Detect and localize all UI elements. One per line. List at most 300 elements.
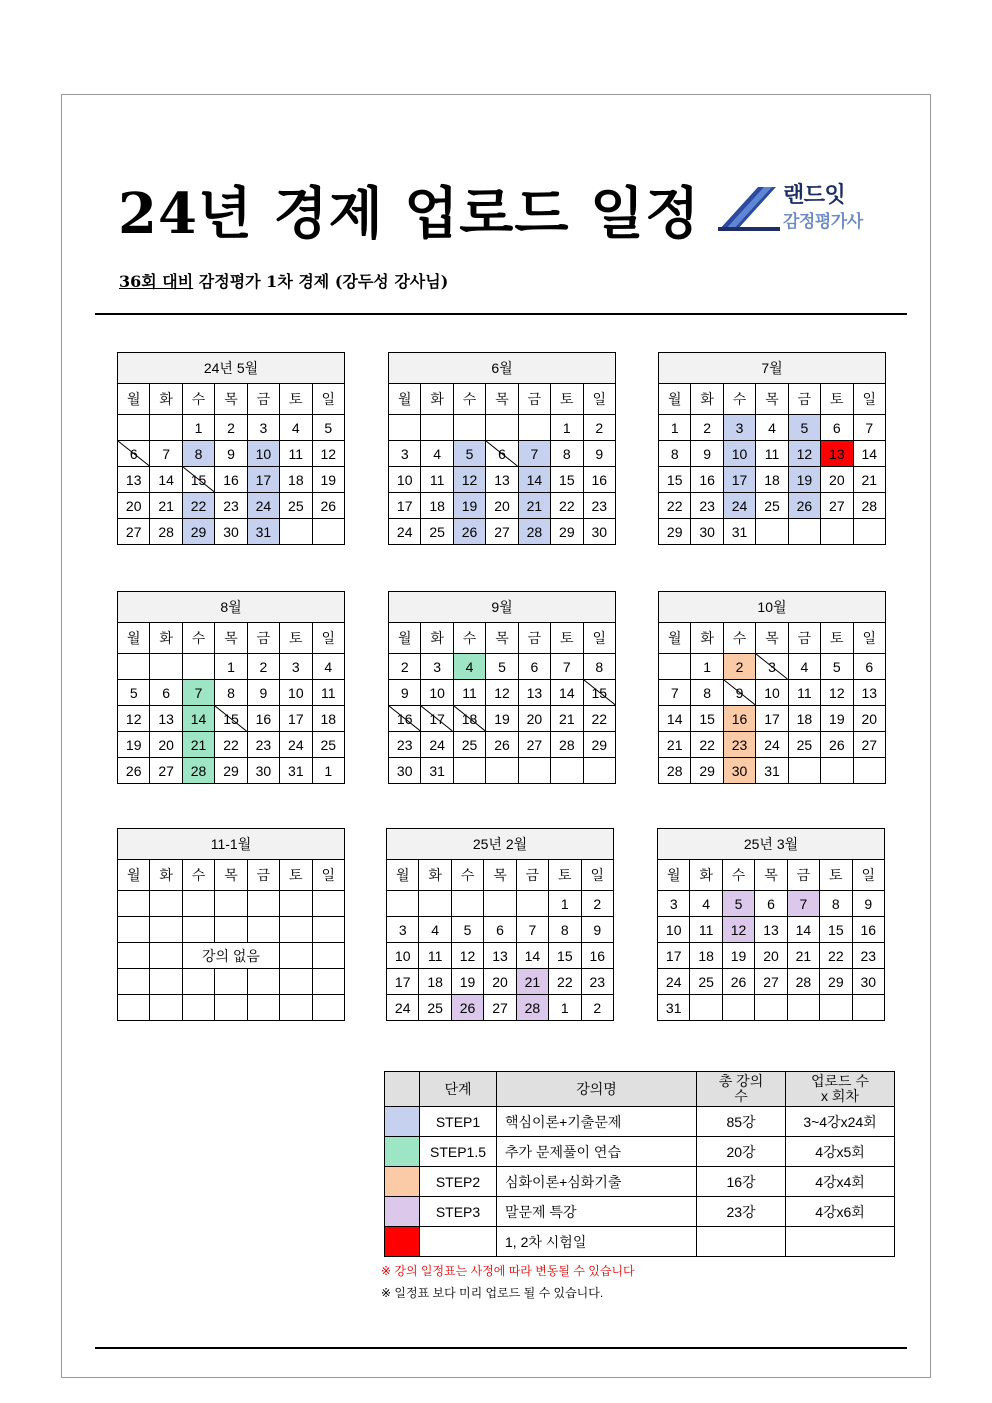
weekday-label: 화 (150, 623, 182, 654)
day-cell (581, 969, 613, 995)
day-number: 31 (429, 762, 445, 779)
day-cell (150, 680, 182, 706)
day-number: 11 (320, 684, 336, 701)
weekday-label: 수 (453, 384, 485, 415)
day-cell (182, 680, 214, 706)
day-number: 22 (591, 710, 608, 727)
legend-step: STEP1 (420, 1107, 497, 1137)
day-number: 7 (162, 445, 171, 462)
day-number: 4 (768, 419, 776, 436)
day-cell (723, 680, 755, 706)
day-cell (581, 917, 613, 943)
day-cell (518, 732, 550, 758)
day-number: 3 (669, 895, 678, 912)
day-number: 16 (589, 947, 606, 964)
day-cell (516, 891, 548, 917)
day-cell (583, 732, 615, 758)
calendar-month (388, 591, 616, 784)
day-number: 8 (560, 921, 569, 938)
day-cell (118, 493, 150, 519)
day-cell (421, 415, 453, 441)
day-cell (118, 680, 150, 706)
day-cell (484, 917, 516, 943)
weekday-label: 금 (518, 623, 550, 654)
weekday-label: 토 (280, 623, 312, 654)
legend-color-swatch (385, 1137, 420, 1167)
day-cell (118, 758, 150, 784)
day-cell (583, 519, 615, 545)
day-number: 12 (461, 471, 478, 488)
day-cell (280, 917, 312, 943)
weekday-row (659, 384, 886, 415)
calendar-month (386, 828, 614, 1021)
day-cell (247, 415, 279, 441)
day-number: 26 (796, 497, 813, 514)
day-cell (215, 493, 247, 519)
day-number: 15 (223, 710, 239, 727)
day-number: 14 (795, 921, 812, 938)
day-number: 19 (125, 736, 142, 753)
day-number: 6 (129, 445, 138, 462)
day-cell (486, 415, 518, 441)
day-cell (820, 891, 852, 917)
week-row (118, 415, 345, 441)
day-cell (691, 758, 723, 784)
day-cell (215, 519, 247, 545)
day-cell (280, 969, 312, 995)
day-number: 1 (562, 419, 571, 436)
day-cell (852, 943, 884, 969)
day-number: 6 (865, 658, 874, 675)
day-cell (658, 995, 690, 1021)
weekday-label: 금 (788, 384, 820, 415)
day-cell (756, 706, 788, 732)
day-cell (658, 891, 690, 917)
calendar-title-row (658, 829, 885, 860)
day-number: 13 (526, 684, 543, 701)
note-early-upload: ※ 일정표 보다 미리 업로드 될 수 있습니다. (381, 1286, 604, 1300)
day-number: 23 (223, 497, 239, 514)
day-cell (451, 891, 483, 917)
weekday-label: 수 (453, 623, 485, 654)
day-number: 5 (498, 658, 506, 675)
day-cell (788, 467, 820, 493)
day-cell (549, 917, 581, 943)
day-cell (118, 943, 150, 969)
day-cell (150, 519, 182, 545)
day-number: 7 (562, 658, 571, 675)
no-lectures-label: 강의 없음 (182, 943, 279, 969)
week-row (659, 415, 886, 441)
day-cell (821, 706, 853, 732)
day-number: 22 (699, 736, 715, 753)
day-cell (389, 519, 421, 545)
day-number: 25 (429, 523, 445, 540)
weekday-label: 일 (852, 860, 884, 891)
weekday-label: 일 (853, 384, 885, 415)
weekday-label: 월 (118, 623, 150, 654)
legend-row (385, 1137, 895, 1167)
day-number: 14 (559, 684, 575, 701)
weekday-label: 수 (723, 384, 755, 415)
day-number: 17 (665, 947, 682, 964)
day-number: 15 (699, 710, 715, 727)
day-cell (182, 891, 214, 917)
day-cell (659, 706, 691, 732)
day-number: 5 (832, 658, 841, 675)
day-number: 27 (526, 736, 543, 753)
weekday-label: 월 (659, 623, 691, 654)
day-cell (821, 467, 853, 493)
day-cell (150, 415, 182, 441)
day-number: 28 (524, 999, 541, 1016)
day-number: 13 (158, 710, 174, 727)
day-number: 7 (865, 419, 874, 436)
day-cell (788, 732, 820, 758)
day-number: 24 (764, 736, 780, 753)
day-cell (551, 519, 583, 545)
day-cell (182, 493, 214, 519)
day-number: 24 (255, 497, 272, 514)
week-row (118, 441, 345, 467)
day-number: 30 (731, 762, 748, 779)
day-cell (691, 654, 723, 680)
day-cell (787, 917, 819, 943)
week-row (659, 654, 886, 680)
day-cell (658, 943, 690, 969)
day-cell (722, 943, 754, 969)
day-cell (691, 493, 723, 519)
day-cell (280, 891, 312, 917)
day-number: 21 (158, 497, 174, 514)
day-cell (551, 467, 583, 493)
day-cell (821, 415, 853, 441)
week-row (389, 519, 616, 545)
day-number: 4 (800, 658, 809, 675)
day-cell (691, 706, 723, 732)
legend-color-swatch (385, 1167, 420, 1197)
day-cell (821, 654, 853, 680)
day-number: 4 (324, 658, 333, 675)
day-number: 31 (665, 999, 682, 1016)
day-cell (182, 467, 214, 493)
day-number: 7 (194, 684, 203, 701)
day-number: 22 (828, 947, 844, 964)
day-number: 21 (526, 497, 543, 514)
week-row (118, 891, 345, 917)
week-row (118, 917, 345, 943)
weekday-label: 일 (583, 384, 615, 415)
weekday-label: 일 (312, 384, 344, 415)
day-number: 15 (591, 684, 608, 701)
day-number: 10 (394, 947, 411, 964)
day-number: 4 (702, 895, 711, 912)
weekday-label: 토 (821, 623, 853, 654)
day-number: 9 (593, 921, 602, 938)
day-number: 3 (398, 921, 407, 938)
day-cell (389, 415, 421, 441)
day-cell (453, 415, 485, 441)
day-number: 5 (800, 419, 809, 436)
day-cell (853, 680, 885, 706)
day-cell (280, 467, 312, 493)
day-number: 20 (526, 710, 543, 727)
day-cell (723, 493, 755, 519)
day-cell (486, 654, 518, 680)
day-cell (486, 706, 518, 732)
day-number: 26 (730, 973, 747, 990)
day-cell (312, 415, 344, 441)
legend-header-row (385, 1072, 895, 1107)
day-cell (280, 680, 312, 706)
week-row (658, 995, 885, 1021)
day-number: 28 (795, 973, 812, 990)
week-row (118, 519, 345, 545)
day-cell (658, 969, 690, 995)
day-cell (118, 995, 150, 1021)
week-row (389, 654, 616, 680)
weekday-label: 월 (658, 860, 690, 891)
day-number: 1 (560, 895, 569, 912)
legend-row (385, 1107, 895, 1137)
calendar-month-title: 6월 (389, 353, 616, 384)
day-cell (583, 441, 615, 467)
day-number: 12 (125, 710, 142, 727)
week-row (659, 732, 886, 758)
day-number: 3 (259, 419, 268, 436)
day-number: 6 (498, 445, 506, 462)
day-cell (549, 969, 581, 995)
day-number: 30 (396, 762, 413, 779)
day-cell (787, 891, 819, 917)
day-cell (421, 654, 453, 680)
day-cell (312, 995, 344, 1021)
legend-header-upload-line2: x 회차 (821, 1088, 859, 1104)
calendar-month (658, 591, 886, 784)
day-number: 16 (396, 710, 413, 727)
day-cell (821, 519, 853, 545)
day-number: 22 (190, 497, 207, 514)
day-cell (150, 441, 182, 467)
day-cell (821, 758, 853, 784)
day-cell (389, 493, 421, 519)
day-cell (215, 467, 247, 493)
day-number: 15 (828, 921, 844, 938)
day-cell (247, 706, 279, 732)
day-cell (516, 917, 548, 943)
day-cell (150, 758, 182, 784)
week-row (389, 706, 616, 732)
day-number: 18 (461, 710, 478, 727)
day-cell (690, 943, 722, 969)
day-cell (389, 706, 421, 732)
day-cell (659, 467, 691, 493)
weekday-label: 일 (583, 623, 615, 654)
day-number: 19 (829, 710, 845, 727)
day-cell (421, 680, 453, 706)
day-cell (215, 654, 247, 680)
day-number: 18 (427, 973, 443, 990)
day-cell (853, 706, 885, 732)
calendar-month-title: 8월 (118, 592, 345, 623)
legend-lecture-name: 1, 2차 시험일 (497, 1227, 697, 1257)
day-number: 21 (559, 710, 575, 727)
day-number: 21 (861, 471, 878, 488)
day-cell (280, 706, 312, 732)
week-row (658, 891, 885, 917)
weekday-row (389, 384, 616, 415)
week-row (659, 493, 886, 519)
weekday-label: 수 (722, 860, 754, 891)
day-number: 19 (796, 471, 813, 488)
day-number: 20 (158, 736, 174, 753)
day-cell (182, 758, 214, 784)
day-number: 7 (528, 921, 537, 938)
day-cell (853, 493, 885, 519)
day-number: 24 (396, 523, 413, 540)
weekday-label: 토 (821, 384, 853, 415)
day-cell (451, 917, 483, 943)
weekday-label: 화 (690, 860, 722, 891)
day-cell (280, 441, 312, 467)
day-cell (312, 654, 344, 680)
day-cell (312, 493, 344, 519)
day-cell (788, 441, 820, 467)
day-cell (549, 995, 581, 1021)
day-cell (852, 995, 884, 1021)
weekday-label: 일 (312, 623, 344, 654)
legend-header-swatch (385, 1072, 420, 1107)
legend-color-swatch (385, 1197, 420, 1227)
calendar-month-title: 10월 (659, 592, 886, 623)
day-number: 26 (494, 736, 510, 753)
day-number: 13 (861, 684, 878, 701)
day-cell (118, 917, 150, 943)
legend-step: STEP3 (420, 1197, 497, 1227)
day-number: 18 (796, 710, 813, 727)
day-cell (280, 654, 312, 680)
day-cell (581, 995, 613, 1021)
day-cell (518, 441, 550, 467)
footer-divider (95, 1347, 907, 1349)
day-number: 24 (429, 736, 445, 753)
day-cell (150, 995, 182, 1021)
day-cell (419, 995, 451, 1021)
legend-upload-plan: 4강x4회 (786, 1167, 895, 1197)
day-cell (247, 654, 279, 680)
day-number: 9 (735, 684, 744, 701)
day-number: 30 (860, 973, 877, 990)
day-cell (486, 732, 518, 758)
day-cell (756, 732, 788, 758)
day-cell (516, 969, 548, 995)
day-cell (756, 758, 788, 784)
day-cell (723, 732, 755, 758)
day-number: 22 (557, 973, 573, 990)
day-number: 2 (593, 895, 602, 912)
day-cell (690, 917, 722, 943)
day-cell (118, 654, 150, 680)
day-number: 31 (731, 523, 748, 540)
weekday-label: 목 (756, 384, 788, 415)
day-cell (451, 969, 483, 995)
week-row (118, 995, 345, 1021)
day-cell (755, 943, 787, 969)
day-number: 1 (227, 658, 235, 675)
day-cell (182, 706, 214, 732)
week-row (389, 441, 616, 467)
day-cell (215, 441, 247, 467)
day-number: 13 (829, 445, 845, 462)
day-cell (723, 415, 755, 441)
weekday-label: 화 (150, 860, 182, 891)
day-cell (484, 943, 516, 969)
day-cell (756, 467, 788, 493)
day-number: 11 (429, 471, 445, 488)
week-row (118, 680, 345, 706)
legend-header-step: 단계 (420, 1072, 497, 1107)
day-cell (551, 706, 583, 732)
weekday-label: 목 (756, 623, 788, 654)
weekday-label: 수 (723, 623, 755, 654)
day-number: 23 (699, 497, 715, 514)
day-cell (549, 891, 581, 917)
day-cell (453, 441, 485, 467)
day-cell (518, 654, 550, 680)
calendar-title-row (659, 592, 886, 623)
weekday-label: 금 (787, 860, 819, 891)
day-cell (215, 917, 247, 943)
calendar-title-row (118, 592, 345, 623)
day-cell (118, 732, 150, 758)
day-cell (215, 415, 247, 441)
day-cell (853, 519, 885, 545)
day-cell (756, 441, 788, 467)
day-cell (150, 969, 182, 995)
day-cell (551, 441, 583, 467)
weekday-label: 화 (691, 384, 723, 415)
day-number: 10 (665, 921, 682, 938)
day-number: 8 (227, 684, 235, 701)
day-cell (755, 917, 787, 943)
day-number: 11 (698, 921, 714, 938)
day-cell (421, 441, 453, 467)
day-cell (247, 917, 279, 943)
day-number: 23 (396, 736, 413, 753)
legend-step: STEP1.5 (420, 1137, 497, 1167)
day-cell (723, 467, 755, 493)
day-cell (387, 995, 419, 1021)
day-number: 12 (796, 445, 813, 462)
day-number: 1 (324, 762, 333, 779)
day-cell (787, 969, 819, 995)
day-cell (723, 706, 755, 732)
day-cell (118, 706, 150, 732)
day-cell (312, 758, 344, 784)
day-cell (516, 995, 548, 1021)
header-divider (95, 313, 907, 315)
day-cell (518, 758, 550, 784)
day-number: 21 (524, 973, 541, 990)
day-cell (821, 493, 853, 519)
day-cell (486, 493, 518, 519)
day-cell (518, 519, 550, 545)
day-cell (150, 732, 182, 758)
day-cell (118, 891, 150, 917)
day-cell (247, 493, 279, 519)
weekday-label: 토 (280, 384, 312, 415)
day-cell (312, 732, 344, 758)
